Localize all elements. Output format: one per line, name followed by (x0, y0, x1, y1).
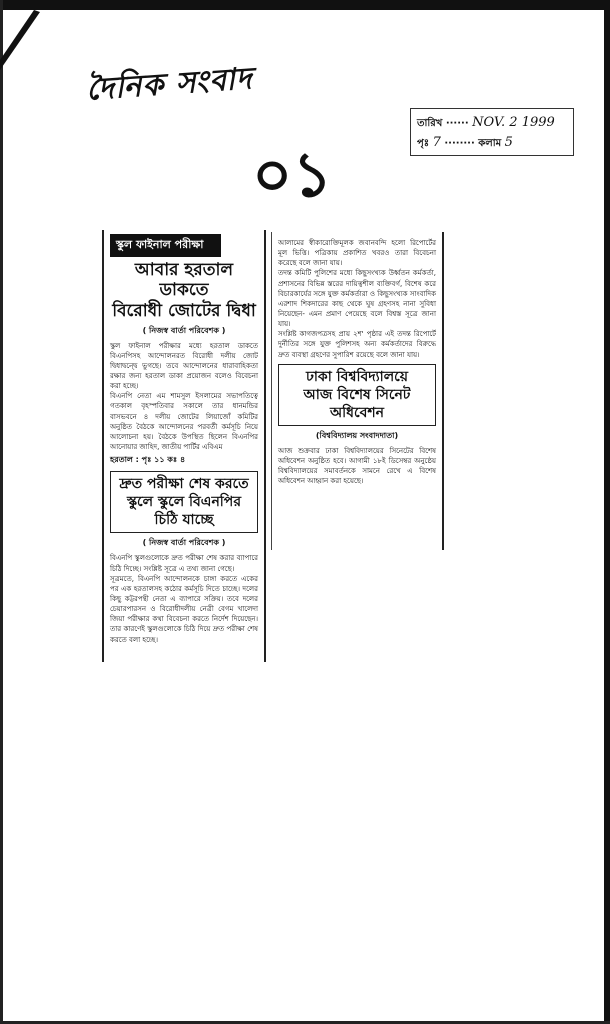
stamp-column-value: 5 (504, 135, 513, 150)
sub-byline: ( নিজস্ব বার্তা পরিবেশক ) (142, 538, 226, 548)
right-news-clipping (271, 232, 444, 550)
sub-article-paragraph: সূত্রমতে, বিএনপি আন্দোলনকে চাঙ্গা করতে একের পর এক হরতালসহ কঠোর কর্মসূচি দিতে চাচ্ছে। দলের কিছু কট্টরপন্থী নেতা এ ব্যাপারে সক্রিয়। তবে দলের চেয়ারপারসন ও বিরোধীদলীয় নেত্রী বেগম খালেদা জিয়া পরীক্ষার কথা বিবেচনা করতে নির্দেশ দিয়েছেন। তার কারণেই স্কুলগুলোকে চিঠি দিয়ে দ্রুত পরীক্ষা শেষ করতে বলা হচ্ছে। (110, 574, 258, 644)
stamp-page-label: পৃঃ (417, 138, 430, 149)
article-paragraph: আজ শুক্রবার ঢাকা বিশ্ববিদ্যালয়ের সিনেটের বিশেষ অধিবেশন অনুষ্ঠিত হবে। আগামী ১৮ই ডিসেম্বর অনুষ্ঠেয় বিশ্ববিদ্যালয়ের সমাবর্তনকে সামনে রেখে এ বিশেষ অধিবেশন আহ্বান করা হয়েছে। (278, 446, 436, 486)
headline-line-1: আবার হরতাল ডাকতে (134, 260, 234, 300)
left-news-clipping (102, 230, 266, 662)
article-paragraph: বিএনপি নেতা এম শামসুল ইসলামের সভাপতিত্বে গতকাল বৃহস্পতিবার সকালে তার ধানমন্ডির বাসভবনে ৪ দলীয় জোটের লিয়াজোঁ কমিটির অনুষ্ঠিত বৈঠকে আন্দোলনের পরবর্তী কর্মসূচি নিয়ে আলোচনা হয়। বৈঠকে উপস্থিত ছিলেন বিএনপির আনোয়ার জাহিদ, জাতীয় পার্টির এবিএম (110, 392, 258, 452)
article-paragraph: আলামের স্বীকারোক্তিমূলক জবানবন্দি হলো রিপোর্টের মূল ভিত্তি। পত্রিকায় প্রকাশিত খবরও তারা বিবেচনা করেছে বলে জানা যায়। (278, 239, 436, 268)
folded-corner-mark (0, 0, 60, 80)
scan-right-edge (604, 0, 610, 1024)
sub-headline-line-3: চিঠি যাচ্ছে (154, 512, 214, 529)
headline-line-2: আজ বিশেষ সিনেট (303, 386, 411, 403)
article-paragraph: স্কুল ফাইনাল পরীক্ষার মধ্যে হরতাল ডাকতে বিএনপিসহ আন্দোলনরত বিরোধী দলীয় জোট দ্বিধাদ্বন্দ্বে ভুগছে। তবে আন্দোলনের ধারাবাহিকতা রক্ষার জন্য হরতাল ডাকা প্রয়োজন বলেও বিবেচনা করা হচ্ছে। (110, 341, 258, 391)
byline: (বিশ্ববিদ্যালয় সংবাদদাতা) (315, 430, 399, 440)
stamp-column-label: কলাম (478, 138, 502, 149)
scan-left-edge (0, 0, 3, 1024)
article-paragraph: তদন্ত কমিটি পুলিশের মধ্যে কিছুসংখ্যক উর্ধ্বতন কর্মকর্তা, প্রশাসনের বিভিন্ন স্তরের দায়িত্বশীল ব্যক্তিবর্গ, বিশেষ করে বিচারকার্যের সঙ্গে যুক্ত কর্মকর্তারা ও কিছুসংখ্যক সাংবাদিক এরশাদ শিকদারের কাছ থেকে ঘুষ গ্রহণসহ নানা সুবিধা নিয়েছেন- এমন প্রমাণ পেয়েছে বলে বিশ্বস্ত সূত্রে জানা যায়। (278, 269, 436, 329)
stamp-page-value: 7 (432, 135, 441, 150)
sub-headline-line-2: স্কুলে স্কুলে বিএনপির (126, 494, 242, 511)
headline-line-1: ঢাকা বিশ্ববিদ্যালয়ে (305, 368, 409, 385)
date-stamp: তারিখ ······ NOV. 2 1999 পৃঃ 7 ········ কলাম 5 (410, 108, 574, 156)
headline-line-3: অধিবেশন (329, 404, 385, 421)
sub-headline-line-1: দ্রুত পরীক্ষা শেষ করতে (119, 476, 249, 493)
kicker-label: স্কুল ফাইনাল পরীক্ষা (110, 234, 221, 257)
article-paragraph: সংশ্লিষ্ট কাগজপত্রসহ প্রায় ২শ' পৃষ্ঠার এই তদন্ত রিপোর্টে দুর্নীতির সঙ্গে যুক্ত পুলিশসহ অন্য কর্মকর্তাদের বিরুদ্ধে দ্রুত ব্যবস্থা গ্রহণের সুপারিশ রয়েছে বলে জানা যায়। (278, 330, 436, 359)
file-page-number: ০১ (252, 138, 333, 211)
newspaper-masthead: দৈনিক সংবাদ (84, 61, 254, 108)
stamp-date-label: তারিখ (417, 118, 443, 129)
stamp-date-value: NOV. 2 1999 (472, 115, 555, 130)
scan-top-edge (0, 0, 610, 10)
continued-note: হরতাল : পৃঃ ১১ কঃ ৪ (110, 455, 186, 465)
headline-line-2: বিরোধী জোটের দ্বিধা (112, 301, 256, 322)
byline: ( নিজস্ব বার্তা পরিবেশক ) (142, 325, 226, 335)
headline-box (278, 364, 436, 426)
sub-article-box (110, 471, 258, 533)
sub-article-paragraph: বিএনপি স্কুলগুলোকে দ্রুত পরীক্ষা শেষ করার ব্যাপারে চিঠি দিচ্ছে। সংশ্লিষ্ট সূত্রে এ তথ্য জানা গেছে। (110, 554, 258, 573)
